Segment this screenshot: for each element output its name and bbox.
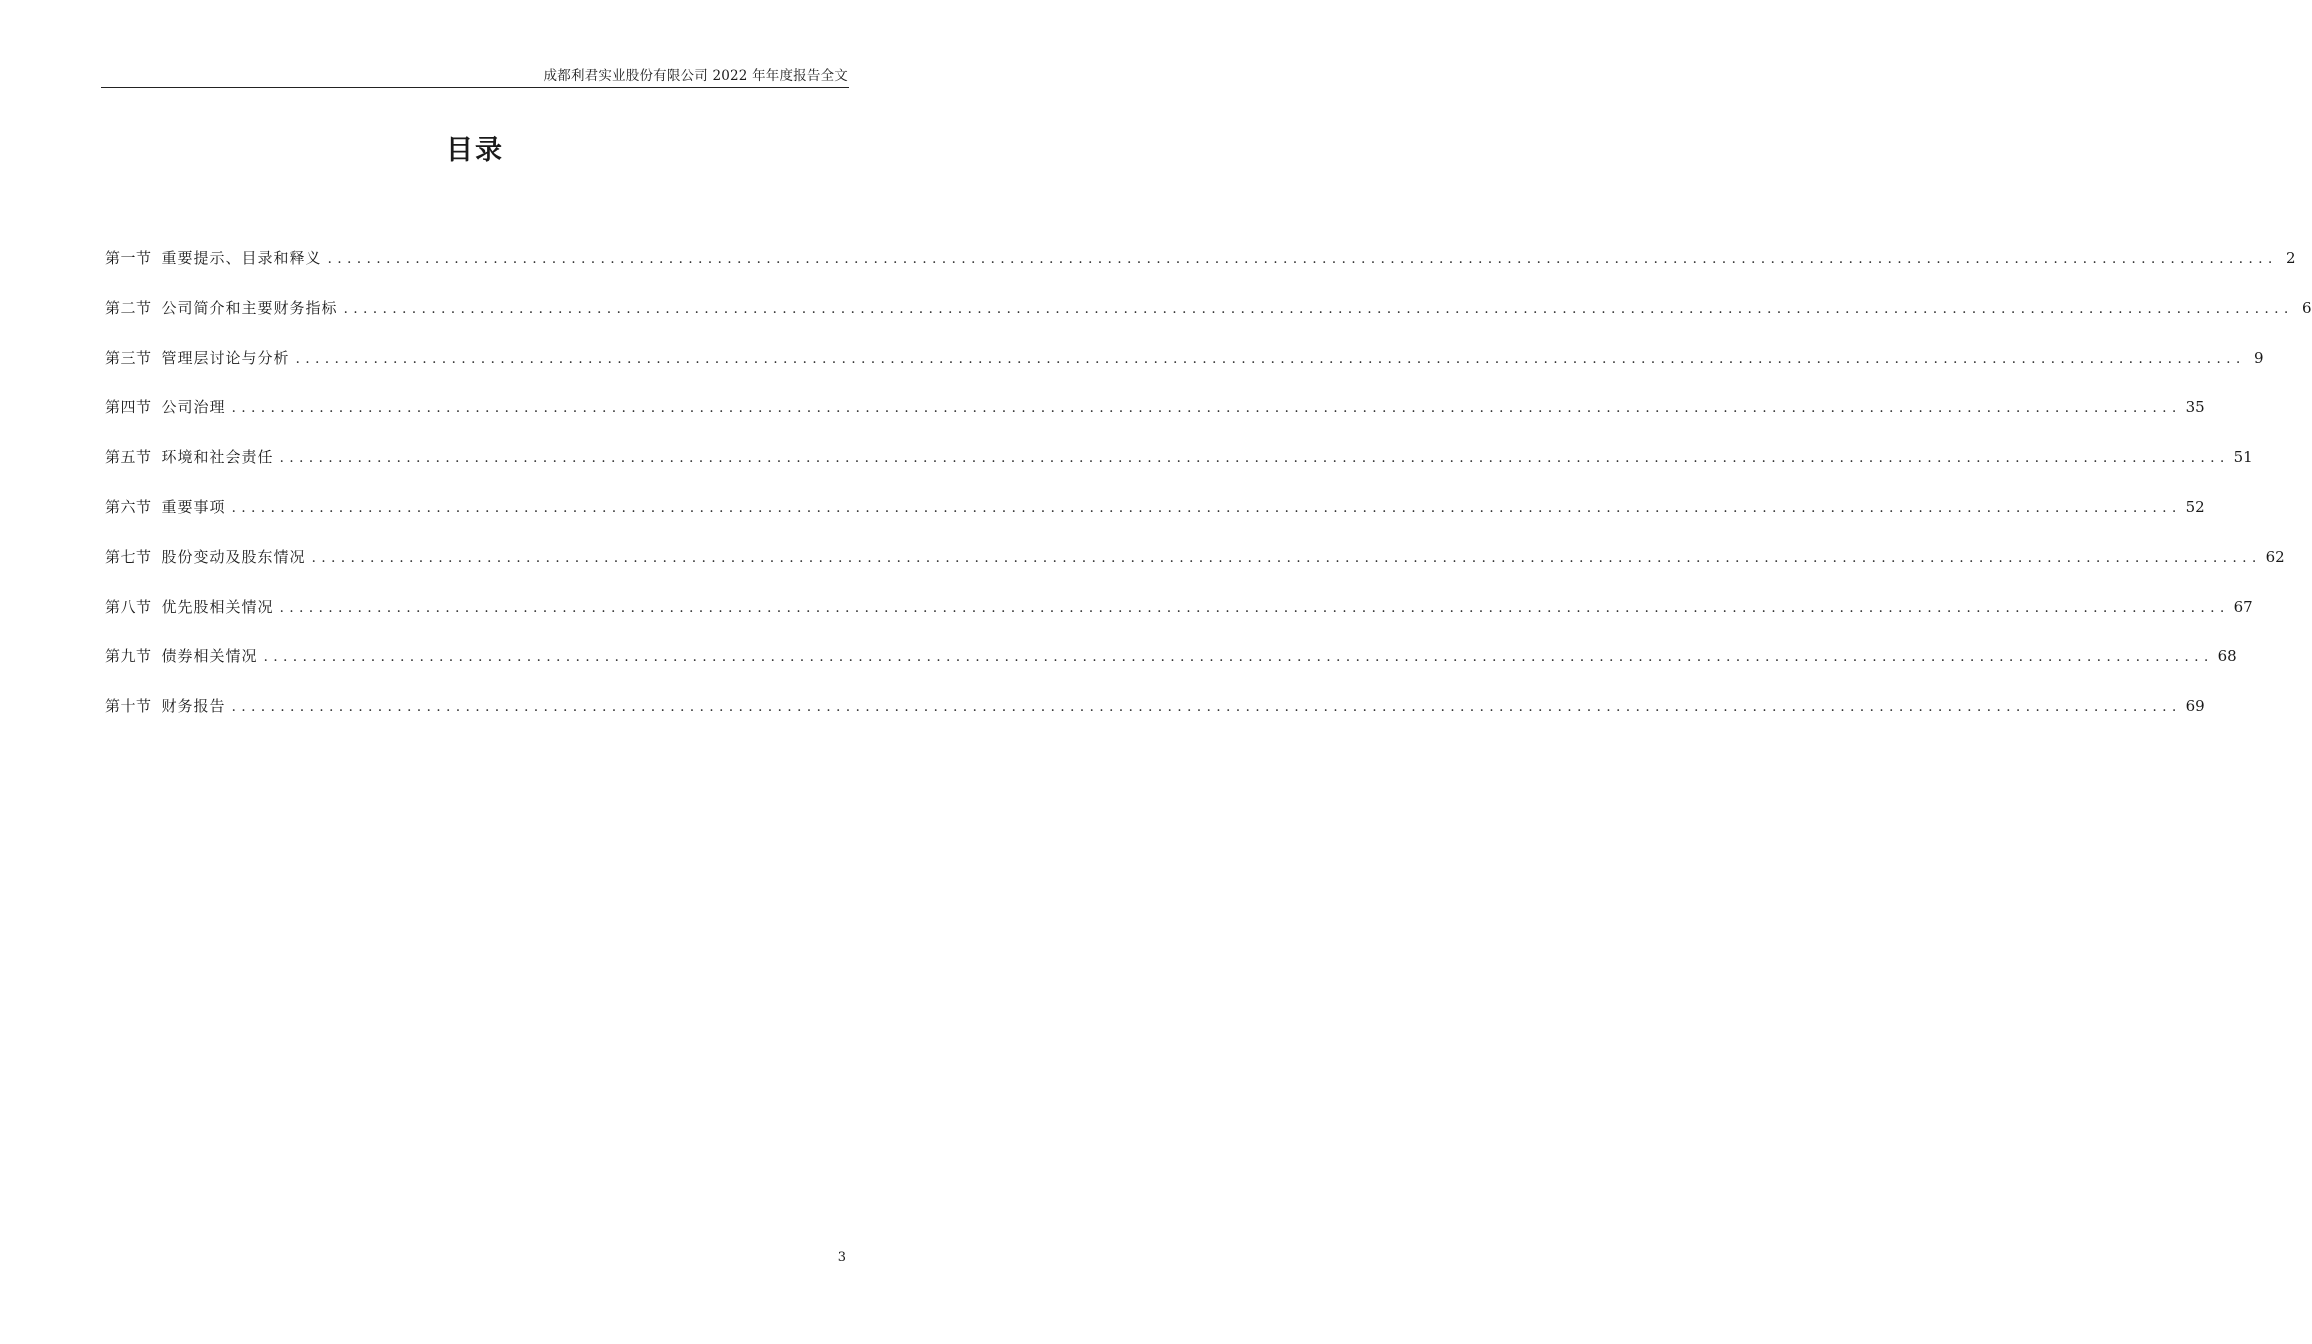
toc-list: [105, 247, 2312, 745]
toc-entry[interactable]: [105, 596, 2253, 646]
toc-section-name: 管理层讨论与分析: [161, 348, 290, 367]
toc-section-name: 重要提示、目录和释义: [161, 249, 322, 267]
toc-entry[interactable]: [105, 297, 2312, 347]
toc-section-name: 股份变动及股东情况: [161, 547, 306, 566]
toc-page-number: 35: [2185, 398, 2205, 417]
toc-section-name: 重要事项: [161, 497, 226, 516]
toc-page-number: 67: [2233, 597, 2253, 616]
toc-dot-leader: ........................................................................................................................................................................................................: [231, 499, 2182, 516]
toc-page-number: 52: [2185, 497, 2205, 516]
toc-page-number: 51: [2233, 448, 2253, 467]
toc-dot-leader: ........................................................................................................................................................................................................: [343, 300, 2294, 317]
toc-entry[interactable]: [105, 347, 2264, 397]
toc-page-number: 2: [2286, 249, 2296, 267]
toc-dot-leader: ........................................................................................................................................................................................................: [263, 649, 2214, 666]
toc-section-name: 环境和社会责任: [161, 448, 274, 467]
toc-entry[interactable]: [105, 695, 2205, 745]
toc-section-label: 第四节: [105, 398, 152, 417]
toc-page-number: 69: [2185, 697, 2205, 716]
toc-section-label: 第一节: [105, 249, 152, 267]
toc-section-label: 第二节: [105, 298, 152, 317]
toc-dot-leader: ........................................................................................................................................................................................................: [279, 450, 2230, 467]
toc-section-name: 公司简介和主要财务指标: [161, 298, 338, 317]
toc-page-number: 62: [2265, 547, 2285, 566]
toc-dot-leader: ........................................................................................................................................................................................................: [231, 400, 2182, 417]
toc-section-label: 第六节: [105, 497, 152, 516]
header-divider: [101, 87, 849, 88]
toc-section-label: 第五节: [105, 448, 152, 467]
toc-entry[interactable]: [105, 546, 2285, 596]
toc-section-label: 第九节: [105, 647, 152, 666]
toc-entry[interactable]: [105, 645, 2237, 695]
toc-entry[interactable]: [105, 247, 2296, 297]
toc-section-label: 第三节: [105, 348, 152, 367]
toc-section-label: 第七节: [105, 547, 152, 566]
toc-entry[interactable]: [105, 496, 2205, 546]
toc-section-label: 第八节: [105, 597, 152, 616]
toc-dot-leader: ........................................................................................................................................................................................................: [311, 549, 2262, 566]
toc-section-name: 债券相关情况: [161, 647, 258, 666]
toc-page-number: 9: [2254, 348, 2264, 367]
toc-dot-leader: ........................................................................................................................................................................................................: [327, 251, 2278, 267]
toc-dot-leader: ........................................................................................................................................................................................................: [231, 699, 2182, 716]
document-header-title: 成都利君实业股份有限公司 2022 年年度报告全文: [543, 68, 848, 84]
footer-page-number: 3: [837, 1250, 846, 1265]
toc-section-name: 财务报告: [161, 697, 226, 716]
toc-entry[interactable]: [105, 446, 2253, 496]
toc-section-label: 第十节: [105, 697, 152, 716]
toc-section-name: 公司治理: [161, 398, 226, 417]
toc-title: 目录: [446, 135, 504, 166]
toc-page-number: 68: [2217, 647, 2237, 666]
toc-dot-leader: ........................................................................................................................................................................................................: [295, 350, 2246, 367]
toc-dot-leader: ........................................................................................................................................................................................................: [279, 599, 2230, 616]
toc-section-name: 优先股相关情况: [161, 597, 274, 616]
toc-page-number: 6: [2302, 298, 2312, 317]
toc-entry[interactable]: [105, 396, 2205, 446]
